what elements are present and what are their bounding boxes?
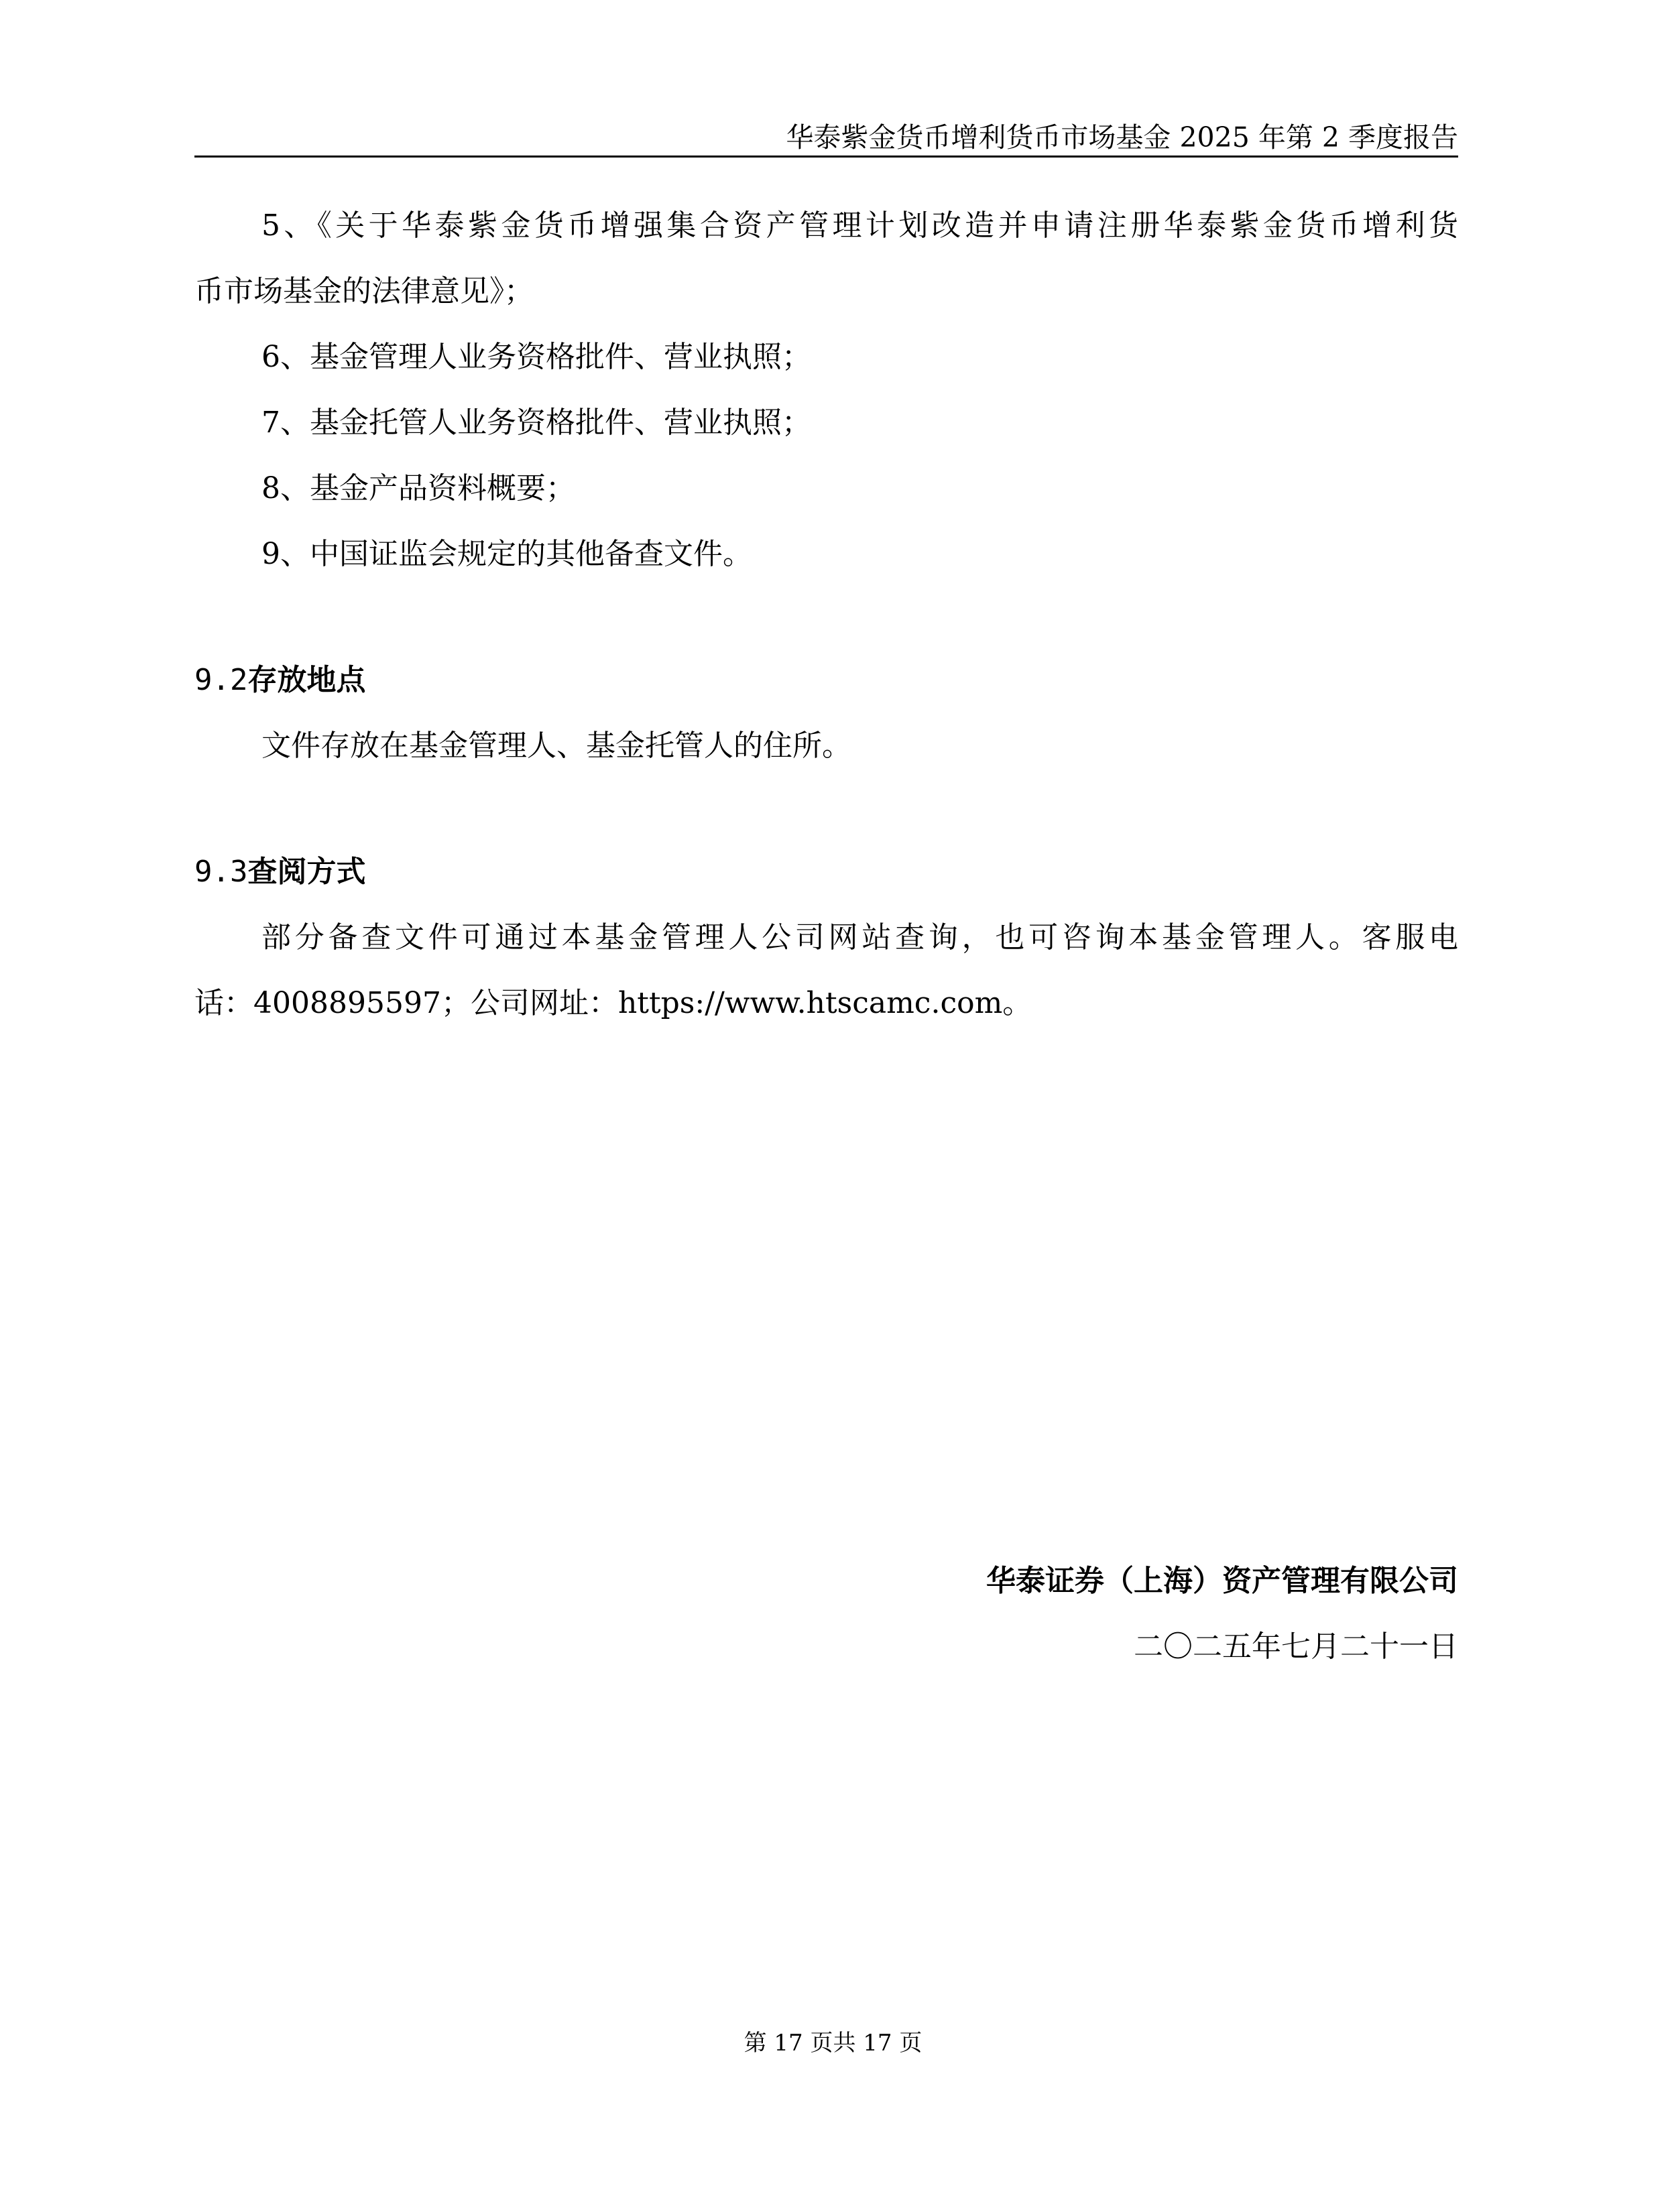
section-heading-9-3 <box>194 847 365 890</box>
list-item-9: 9、中国证监会规定的其他备查文件。 <box>261 537 752 571</box>
signature-date: 二〇二五年七月二十一日 <box>1134 1630 1458 1664</box>
section-title: 查阅方式 <box>247 855 366 889</box>
section-number: 9.2 <box>194 663 248 697</box>
section-9-3-body-line-1: 部分备查文件可通过本基金管理人公司网站查询，也可咨询本基金管理人。客服电 <box>261 920 1458 955</box>
section-number: 9.3 <box>194 855 248 889</box>
page-number: 第 17 页共 17 页 <box>743 2030 923 2056</box>
list-item-8: 8、基金产品资料概要； <box>261 471 575 505</box>
section-title: 存放地点 <box>247 663 366 697</box>
list-item-7: 7、基金托管人业务资格批件、营业执照； <box>261 406 811 440</box>
section-9-2-body: 文件存放在基金管理人、基金托管人的住所。 <box>261 729 851 763</box>
signature-company: 华泰证券（上海）资产管理有限公司 <box>986 1564 1458 1598</box>
section-9-3-body-line-2: 话：4008895597；公司网址：https://www.htscamc.com。 <box>194 986 1032 1020</box>
list-item-5-line-1: 5、《关于华泰紫金货币增强集合资产管理计划改造并申请注册华泰紫金货币增利货 <box>261 208 1458 243</box>
page-header: 华泰紫金货币增利货币市场基金 2025 年第 2 季度报告 <box>786 121 1458 153</box>
header-divider <box>194 156 1458 158</box>
list-item-5-line-2: 币市场基金的法律意见》； <box>194 274 534 308</box>
list-item-6: 6、基金管理人业务资格批件、营业执照； <box>261 340 811 374</box>
section-heading-9-2 <box>194 656 365 698</box>
